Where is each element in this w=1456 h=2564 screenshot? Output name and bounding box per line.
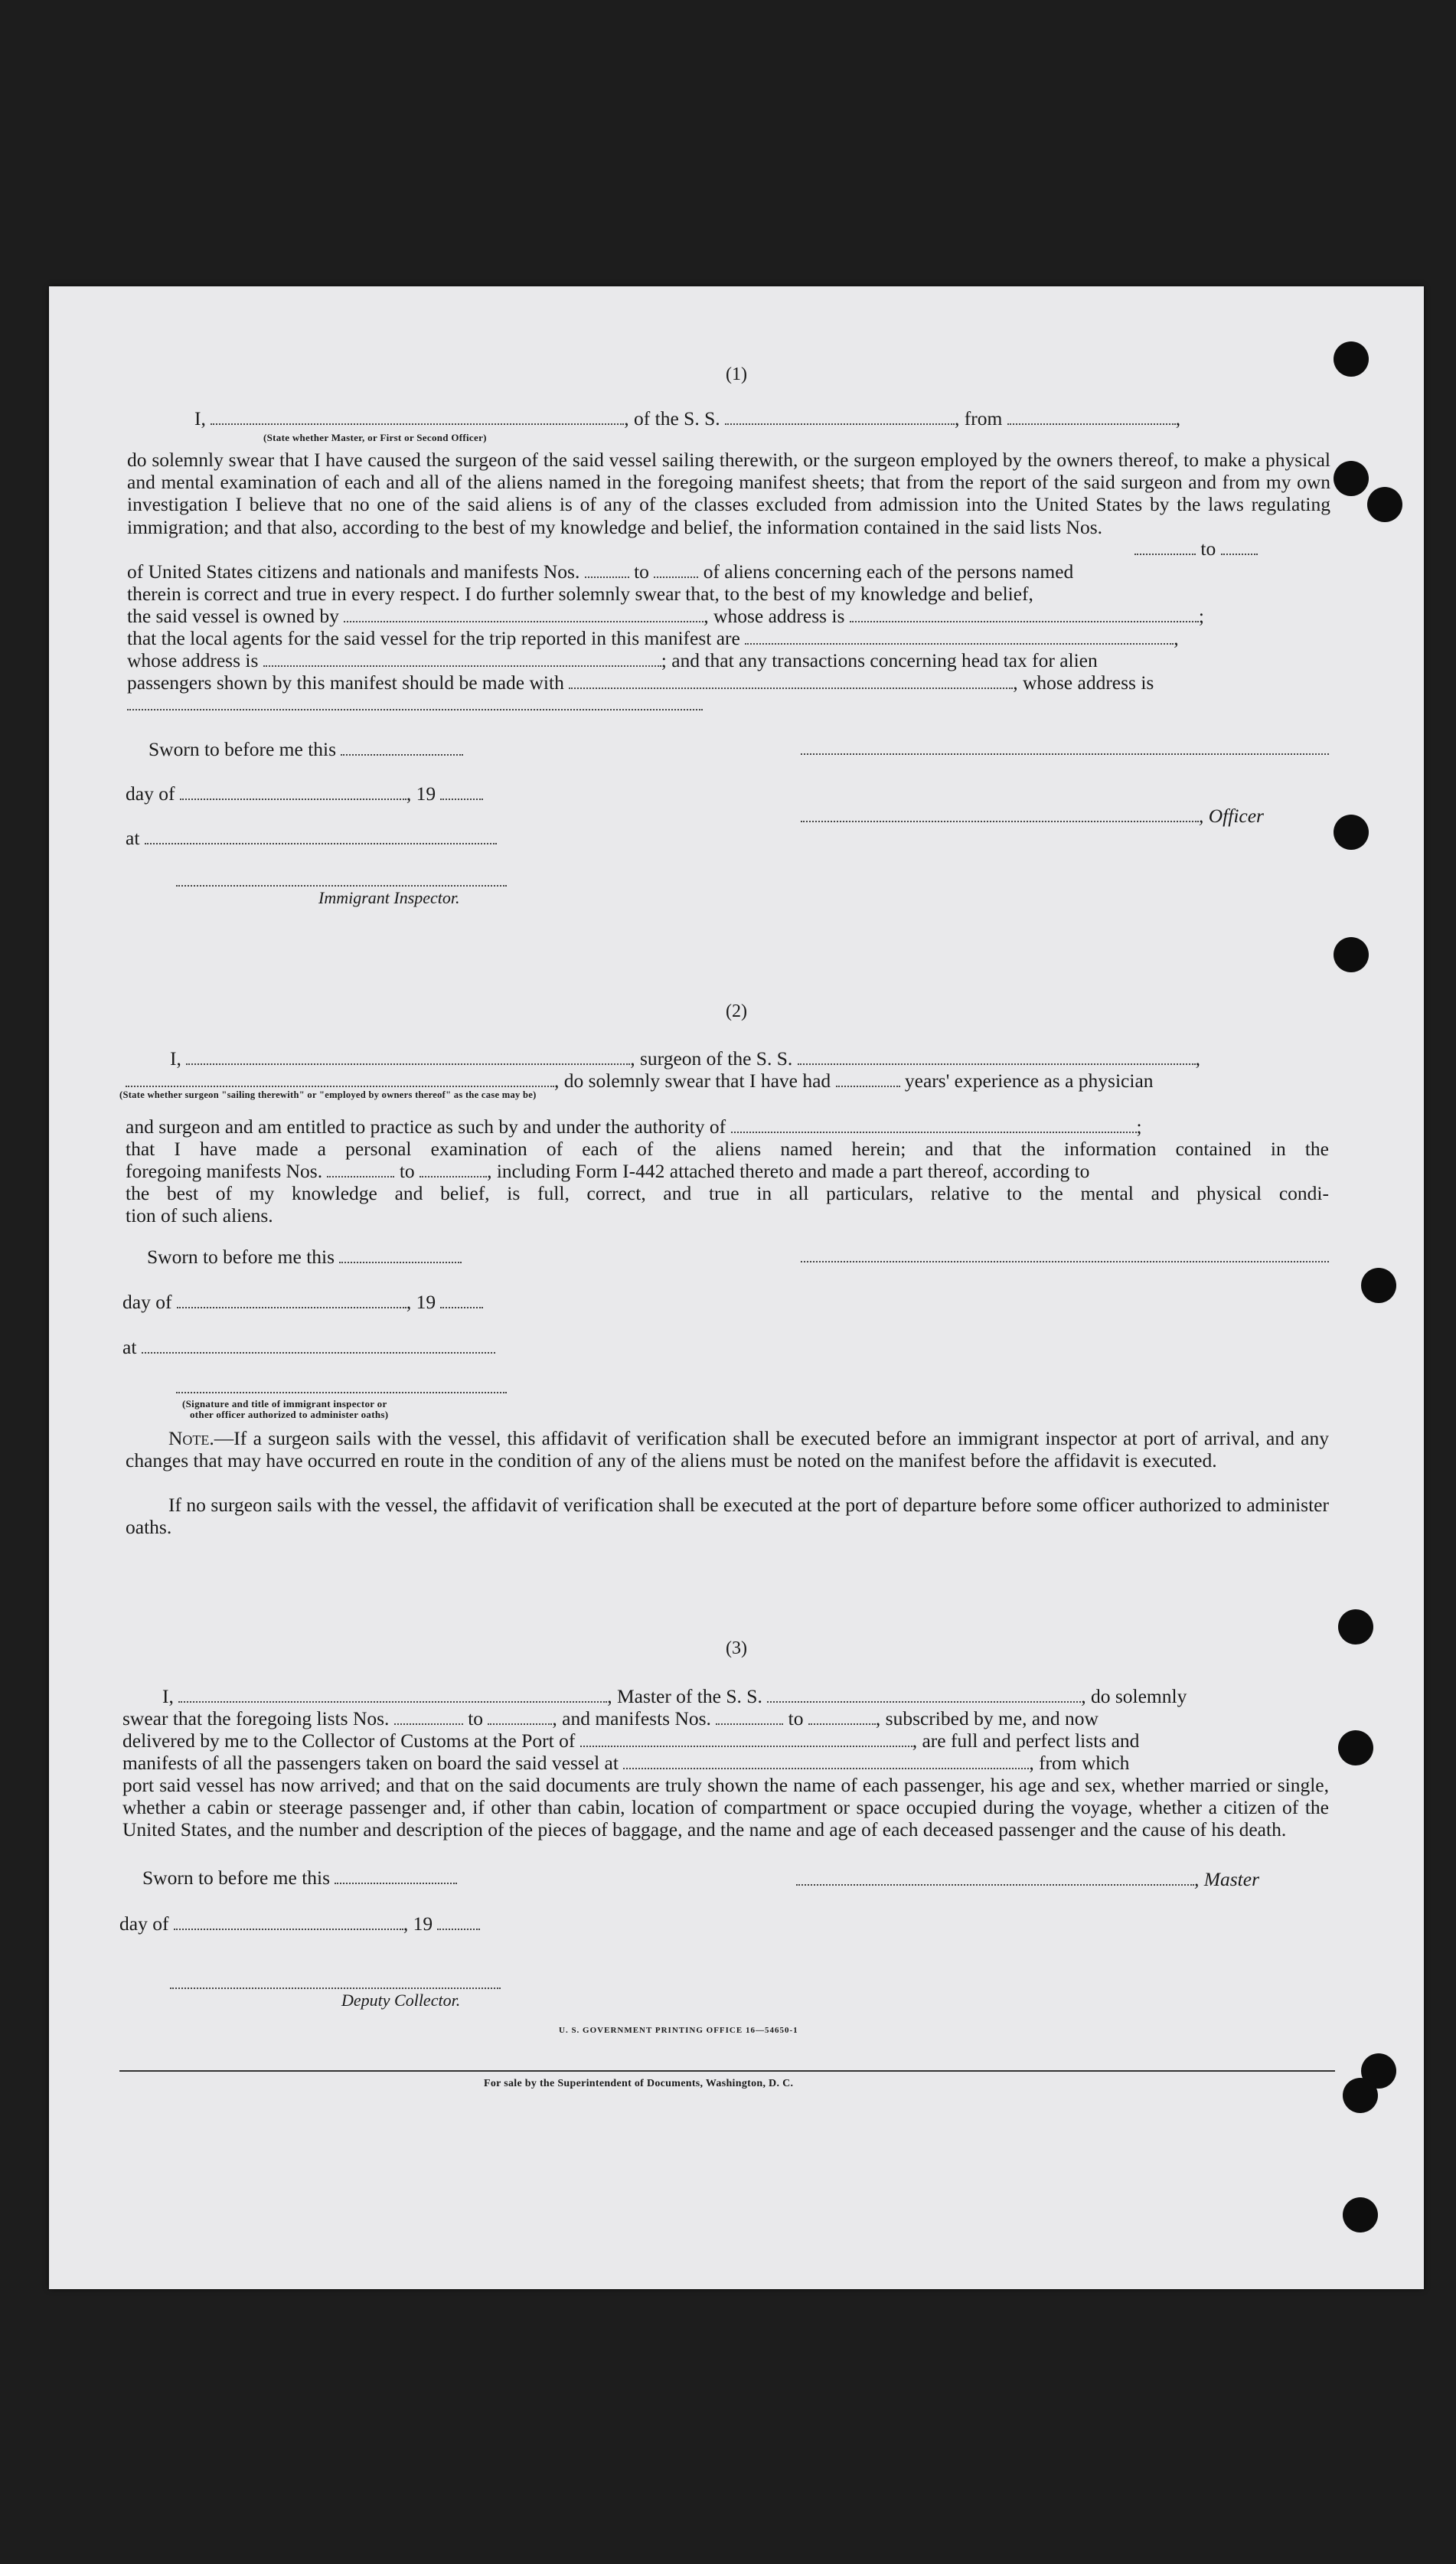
s3-full: , are full and perfect lists and: [912, 1729, 1140, 1752]
s3-line-1: [162, 1685, 1187, 1707]
s3-solemnly: , do solemnly: [1081, 1685, 1187, 1707]
form-page: [49, 286, 1424, 2289]
s2-line-2: [126, 1070, 1154, 1092]
s1-day: [126, 782, 483, 805]
s2-at: [122, 1336, 495, 1358]
s3-subscribed: , subscribed by me, and now: [875, 1707, 1099, 1729]
s3-master-line: [796, 1868, 1259, 1890]
s3-sworn-text: Sworn to before me this: [142, 1867, 331, 1889]
s3-and-manifests: , and manifests Nos.: [552, 1707, 711, 1729]
signature-note-1: (Signature and title of immigrant inspector or: [182, 1398, 387, 1409]
s2-manifest-from-field[interactable]: [327, 1161, 394, 1177]
footer-rule: [119, 2070, 1335, 2072]
s3-lists-from-field[interactable]: [394, 1708, 463, 1725]
binder-hole: [1367, 487, 1402, 522]
s2-at-field[interactable]: [142, 1337, 495, 1354]
manifests-from-field[interactable]: [585, 561, 629, 578]
s3-delivered: delivered by me to the Collector of Customs at the Port of: [122, 1729, 576, 1752]
s2-form: , including Form I-442 attached thereto and made a part thereof, according to: [487, 1160, 1090, 1182]
note-paragraph: [126, 1427, 1329, 1471]
s3-from-which: , from which: [1029, 1752, 1130, 1774]
s2-tion: tion of such aliens.: [126, 1204, 273, 1226]
s1-owned-line: the said vessel is owned by , whose address is ;: [127, 605, 1204, 627]
agents-field[interactable]: [745, 628, 1174, 645]
s2-authority: and surgeon and am entitled to practice as such by and under the authority of ;: [126, 1115, 1142, 1138]
s2-day: [122, 1291, 483, 1313]
authority-field[interactable]: [731, 1116, 1137, 1133]
lists-from-field[interactable]: [1134, 538, 1196, 555]
s3-collector-label: Deputy Collector.: [341, 1991, 461, 2010]
agents-address-field[interactable]: [263, 650, 661, 667]
s3-master-label: , Master: [1194, 1868, 1259, 1890]
s3-i: I,: [162, 1685, 174, 1707]
s3-year-text: , 19: [403, 1912, 433, 1935]
port-field[interactable]: [580, 1730, 912, 1747]
s1-citizens-line: [127, 560, 1073, 583]
s1-from: , from: [955, 407, 1003, 430]
s1-day-field[interactable]: [180, 783, 406, 800]
printing-office-line: U. S. GOVERNMENT PRINTING OFFICE 16—54650-1: [559, 2026, 798, 2035]
surgeon-note: (State whether surgeon "sailing therewith" or "employed by owners thereof" as the case may be): [119, 1089, 537, 1100]
s1-inspector-label: Immigrant Inspector.: [318, 888, 460, 907]
s1-body: do solemnly swear that I have caused the surgeon of the said vessel sailing therewith, or the surgeon employed by the owners thereof, to make a physical and mental examination of each and all of the aliens named in the foregoing manifest sheets; that from the report of the said surgeon and from my own investigation I believe that no one of the said aliens is of any of the classes excluded from admission into the United States by the laws regulating immigration; and that also, according to the best of my knowledge and belief, the information contained in the said lists Nos.: [127, 449, 1330, 538]
owner-address-field[interactable]: [850, 606, 1199, 622]
s1-officer-line: [801, 805, 1264, 827]
s1-agents-line: that the local agents for the said vessel for the trip reported in this manifest are ,: [127, 627, 1179, 649]
s1-officer-label: , Officer: [1199, 805, 1264, 827]
s3-vessel-field[interactable]: [767, 1686, 1081, 1703]
s2-i: I,: [170, 1047, 181, 1070]
s1-sworn-date-field[interactable]: [341, 739, 463, 756]
s1-head-tax: ; and that any transactions concerning head tax for alien: [661, 649, 1098, 671]
from-port-field[interactable]: [1007, 408, 1176, 425]
s3-line-3: [122, 1729, 1139, 1752]
s1-owned-text: the said vessel is owned by: [127, 605, 339, 627]
s3-line-4: [122, 1752, 1129, 1774]
lists-to-field[interactable]: [1221, 538, 1258, 555]
s1-whose-end: , whose address is: [1013, 671, 1154, 694]
owner-field[interactable]: [344, 606, 704, 622]
manifests-to-field[interactable]: [654, 561, 698, 578]
binder-hole: [1338, 1730, 1373, 1765]
s2-at-text: at: [122, 1336, 137, 1358]
s1-year-text: , 19: [406, 782, 436, 805]
s2-authority-text: and surgeon and am entitled to practice as such by and under the authority of: [126, 1115, 726, 1138]
s3-to-2: to: [788, 1707, 804, 1729]
s1-of-ss: , of the S. S.: [624, 407, 720, 430]
master-name-field[interactable]: [178, 1686, 607, 1703]
s1-passengers-text: passengers shown by this manifest should be made with: [127, 671, 564, 694]
note-label: Note.: [168, 1427, 214, 1449]
s1-lists-line: [1134, 537, 1258, 560]
s1-citizens-text: of United States citizens and nationals and manifests Nos.: [127, 560, 580, 583]
s2-years: years' experience as a physician: [904, 1070, 1154, 1092]
s1-i: I,: [194, 407, 206, 430]
s1-line-1: I, , of the S. S. , from ,: [194, 407, 1181, 430]
s1-officer-field[interactable]: [801, 805, 1199, 822]
binder-hole: [1334, 461, 1369, 496]
s2-best: the best of my knowledge and belief, is full, correct, and true in all particulars, relative to the mental and physical condi-: [126, 1182, 1329, 1204]
s1-to: to: [1200, 537, 1216, 560]
s2-vessel-field[interactable]: [798, 1048, 1196, 1065]
s3-swear: swear that the foregoing lists Nos.: [122, 1707, 390, 1729]
s1-therein: therein is correct and true in every respect. I do further solemnly swear that, to the best of my knowledge and belief,: [127, 583, 1033, 605]
s2-sworn-date-field[interactable]: [339, 1246, 462, 1263]
s3-manifests-from-field[interactable]: [716, 1708, 783, 1725]
surgeon-status-field[interactable]: [126, 1070, 554, 1087]
vessel-name-field[interactable]: [725, 408, 955, 425]
binder-hole: [1343, 2197, 1378, 2232]
s2-sworn-text: Sworn to before me this: [147, 1246, 335, 1268]
s2-signature-field[interactable]: [801, 1261, 1329, 1262]
s2-swear: , do solemnly swear that I have had: [554, 1070, 831, 1092]
officer-name-field[interactable]: [211, 408, 624, 425]
s1-agents-text: that the local agents for the said vessel for the trip reported in this manifest are: [127, 627, 740, 649]
s1-whose-address: , whose address is: [704, 605, 845, 627]
note-paragraph-2: If no surgeon sails with the vessel, the affidavit of verification shall be executed at the port of departure before some officer authorized to administer oaths.: [126, 1494, 1329, 1539]
s3-master-of: , Master of the S. S.: [607, 1685, 762, 1707]
s3-day: [119, 1912, 480, 1935]
s3-year-field[interactable]: [437, 1913, 480, 1930]
s3-sworn-date-field[interactable]: [335, 1867, 457, 1884]
s2-inspector-signature-field[interactable]: [176, 1392, 507, 1393]
binder-hole: [1361, 1268, 1396, 1303]
s3-body: port said vessel has now arrived; and that on the said documents are truly shown the name of each passenger, his age and sex, whether married or single, whether a cabin or steerage passenger and, if other than cabin, location of compartment or space occupied during the voyage, whether a citizen of the United States, and the number and description of the pieces of baggage, and the name and age of each deceased passenger and the cause of his death.: [122, 1774, 1329, 1841]
s2-line-1: I, , surgeon of the S. S. ,: [170, 1047, 1201, 1070]
s2-foregoing-text: foregoing manifests Nos.: [126, 1160, 323, 1182]
s1-sworn: [149, 738, 463, 760]
s1-at-field[interactable]: [145, 828, 497, 844]
s1-at-text: at: [126, 827, 140, 849]
s1-to-2: to: [634, 560, 649, 583]
s2-day-field[interactable]: [177, 1292, 406, 1308]
s3-day-text: day of: [119, 1912, 169, 1935]
s2-to: to: [399, 1160, 415, 1182]
s3-master-sign-field[interactable]: [796, 1869, 1194, 1886]
head-tax-party-field[interactable]: [569, 672, 1013, 689]
s3-day-field[interactable]: [174, 1913, 403, 1930]
s3-manifests-to-field[interactable]: [808, 1708, 876, 1725]
binder-hole: [1334, 815, 1369, 850]
s2-manifest-to-field[interactable]: [419, 1161, 487, 1177]
binder-hole: [1334, 937, 1369, 972]
sale-line: For sale by the Superintendent of Documents, Washington, D. C.: [484, 2078, 794, 2089]
s1-whose-line: [127, 649, 1098, 671]
s1-day-text: day of: [126, 782, 175, 805]
s3-manifests-of: manifests of all the passengers taken on board the said vessel at: [122, 1752, 619, 1774]
s1-aliens-text: of aliens concerning each of the persons named: [703, 560, 1074, 583]
s2-year-field[interactable]: [440, 1292, 483, 1308]
officer-note: (State whether Master, or First or Second Officer): [263, 432, 487, 443]
s2-year-text: , 19: [406, 1291, 436, 1313]
head-tax-address-field[interactable]: [127, 709, 703, 710]
s1-whose-text: whose address is: [127, 649, 259, 671]
departure-port-field[interactable]: [623, 1752, 1029, 1769]
s1-passengers-line: [127, 671, 1154, 694]
s1-signature-field[interactable]: [801, 753, 1329, 755]
s3-sworn: [142, 1867, 457, 1889]
section-2-number: (2): [726, 1001, 747, 1021]
surgeon-name-field[interactable]: [186, 1048, 630, 1065]
s2-day-text: day of: [122, 1291, 172, 1313]
s2-personal: that I have made a personal examination of each of the aliens named herein; and that the information contained in the: [126, 1138, 1329, 1160]
section-1-number: (1): [726, 364, 747, 384]
years-field[interactable]: [836, 1070, 900, 1087]
s2-sworn: [147, 1246, 462, 1268]
section-3-number: (3): [726, 1638, 747, 1658]
signature-note-2: other officer authorized to administer oaths): [190, 1409, 389, 1420]
note-text: —If a surgeon sails with the vessel, this affidavit of verification shall be executed before an immigrant inspector at port of arrival, and any changes that may have occurred en route in the condition of any of the aliens must be noted on the manifest before the affidavit is executed.: [126, 1427, 1329, 1472]
s3-to: to: [468, 1707, 484, 1729]
s1-year-field[interactable]: [440, 783, 483, 800]
s1-at: [126, 827, 497, 849]
s3-line-2: [122, 1707, 1099, 1729]
s1-sworn-text: Sworn to before me this: [149, 738, 337, 760]
s2-surgeon-of: , surgeon of the S. S.: [630, 1047, 793, 1070]
binder-hole: [1343, 2078, 1378, 2113]
s3-lists-to-field[interactable]: [488, 1708, 552, 1725]
s2-foregoing: [126, 1160, 1089, 1182]
